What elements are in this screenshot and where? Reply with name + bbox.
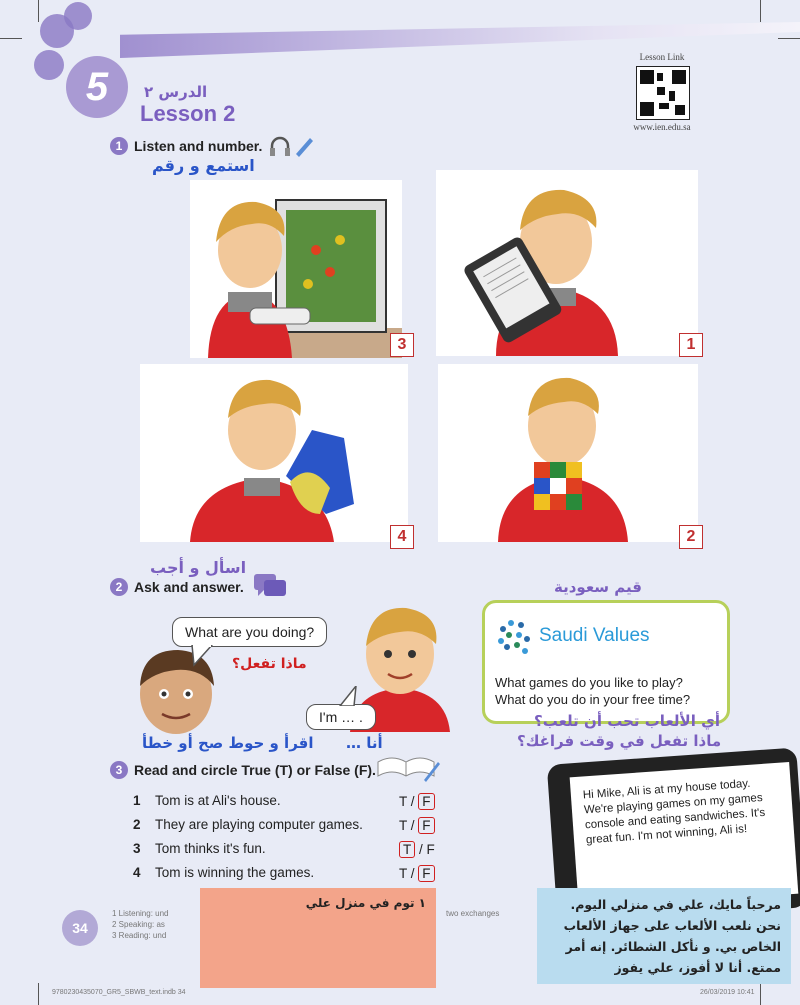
boy-gaming-illustration	[190, 180, 402, 358]
answer-hint-arabic: أنا …	[346, 734, 383, 752]
headphones-pencil-icon	[268, 134, 314, 158]
book-pencil-icon	[376, 754, 440, 784]
exercise-2-instruction-arabic: اسأل و أجب	[150, 558, 247, 577]
exercise-3-instruction: Read and circle True (T) or False (F).	[134, 762, 376, 778]
exercise-2-instruction: Ask and answer.	[134, 579, 244, 595]
saudi-values-question-2: What do you do in your free time?	[495, 692, 691, 707]
exercise-1-instruction-arabic: استمع و رقم	[152, 156, 255, 175]
item-statement: Tom is winning the games.	[155, 865, 315, 880]
saudi-values-question-1: What games do you like to play?	[495, 675, 683, 690]
crop-mark	[38, 0, 39, 22]
file-timestamp: 26/03/2019 10:41	[700, 989, 755, 996]
item-statement: Tom is at Ali's house.	[155, 793, 281, 808]
lesson-title-arabic: الدرس ٢	[144, 83, 208, 101]
picture-panel-cube	[438, 364, 698, 542]
teacher-note-line-end: two exchanges	[446, 909, 500, 918]
boy-reading-illustration	[436, 170, 698, 356]
saudi-values-title: Saudi Values	[539, 625, 650, 646]
saudi-values-card	[482, 600, 730, 724]
crop-mark	[0, 38, 22, 39]
tablet-screen	[570, 762, 799, 909]
tablet-message-text: Hi Mike, Ali is at my house today. We're playing games on my games console and eating sandwiches. It's great fun. I'm not winning, Ali is!	[582, 777, 766, 847]
false-option-circled[interactable]: F	[418, 865, 434, 882]
picture-number-box: 1	[679, 333, 703, 357]
true-option[interactable]: T	[399, 818, 408, 833]
picture-panel-ebook	[436, 170, 698, 356]
translation-line: ١ توم في منزل علي	[305, 896, 426, 910]
exercise-1-badge: 1	[110, 137, 128, 155]
crop-mark	[778, 38, 800, 39]
speech-bubble-answer: I'm … .	[306, 704, 376, 730]
translation-box-arabic	[200, 888, 436, 988]
unit-number-badge: 5	[66, 56, 128, 118]
picture-panel-gaming	[190, 180, 402, 358]
true-false-item: 3 Tom thinks it's fun. T / F	[133, 841, 435, 857]
lesson-link-url: www.ien.edu.sa	[633, 122, 691, 132]
item-statement: They are playing computer games.	[155, 817, 363, 832]
lesson-link-label: Lesson Link	[639, 52, 685, 62]
true-false-item: 4 Tom is winning the games. T / F	[133, 865, 453, 885]
true-false-item: 2 They are playing computer games. T / F	[133, 817, 453, 837]
file-name: 9780230435070_GR5_SBWB_text.indb 34	[52, 989, 186, 996]
page-number: 34	[62, 910, 98, 946]
message-translation-box-arabic	[537, 888, 791, 984]
crop-mark	[760, 983, 761, 1005]
true-option-circled[interactable]: T	[399, 841, 415, 858]
true-false-item: 1 Tom is at Ali's house. T / F	[133, 793, 453, 813]
header-band	[120, 0, 800, 58]
saudi-values-logo-icon	[495, 617, 535, 657]
lesson-title: Lesson 2	[140, 101, 236, 126]
item-number: 2	[133, 817, 141, 832]
saudi-values-heading-arabic: قيم سعودية	[554, 578, 642, 596]
item-number: 4	[133, 865, 141, 880]
message-translation-text: مرحباً مايك، علي في منزلي اليوم. نحن نلعب الألعاب على جهاز الألعاب الخاص بي. و نأكل الشطائر. إنه أمر ممتع. أنا لا أفوز، علي يفوز	[563, 897, 781, 975]
teacher-note-line: 2 Speaking: as	[112, 920, 165, 929]
teacher-note-line: 3 Reading: und	[112, 931, 167, 940]
false-option[interactable]: F	[426, 842, 435, 857]
true-option[interactable]: T	[399, 866, 408, 881]
picture-panel-boot	[140, 364, 408, 542]
true-option[interactable]: T	[399, 794, 408, 809]
picture-number-box: 2	[679, 525, 703, 549]
item-number: 1	[133, 793, 141, 808]
false-option-circled[interactable]: F	[418, 817, 434, 834]
speech-bubbles-icon	[254, 574, 286, 600]
saudi-values-question-2-arabic: ماذا تفعل في وقت فراغك؟	[517, 732, 722, 750]
exercise-1-instruction: Listen and number.	[134, 138, 263, 154]
exercise-3-instruction-arabic: اقرأ و حوط صح أو خطأ	[142, 734, 314, 752]
boy-rubiks-cube-illustration	[438, 364, 698, 542]
picture-number-box: 4	[390, 525, 414, 549]
false-option-circled[interactable]: F	[418, 793, 434, 810]
speech-bubble-question: What are you doing?	[172, 617, 327, 647]
decor-circle	[64, 2, 92, 30]
teacher-note-line: 1 Listening: und	[112, 909, 169, 918]
crop-mark	[38, 983, 39, 1005]
picture-number-box: 3	[390, 333, 414, 357]
item-number: 3	[133, 841, 141, 856]
item-statement: Tom thinks it's fun.	[155, 841, 266, 856]
boy-cleaning-boot-illustration	[140, 364, 408, 542]
bubble-tail	[336, 686, 358, 706]
decor-circle	[34, 50, 64, 80]
exercise-3-badge: 3	[110, 761, 128, 779]
saudi-values-question-1-arabic: أي الألعاب تحب أن تلعب؟	[534, 712, 720, 730]
exercise-2-badge: 2	[110, 578, 128, 596]
qr-code-icon[interactable]	[636, 66, 690, 120]
crop-mark	[760, 0, 761, 22]
speech-bubble-question-arabic: ماذا تفعل؟	[232, 656, 307, 672]
bubble-tail	[190, 645, 214, 667]
